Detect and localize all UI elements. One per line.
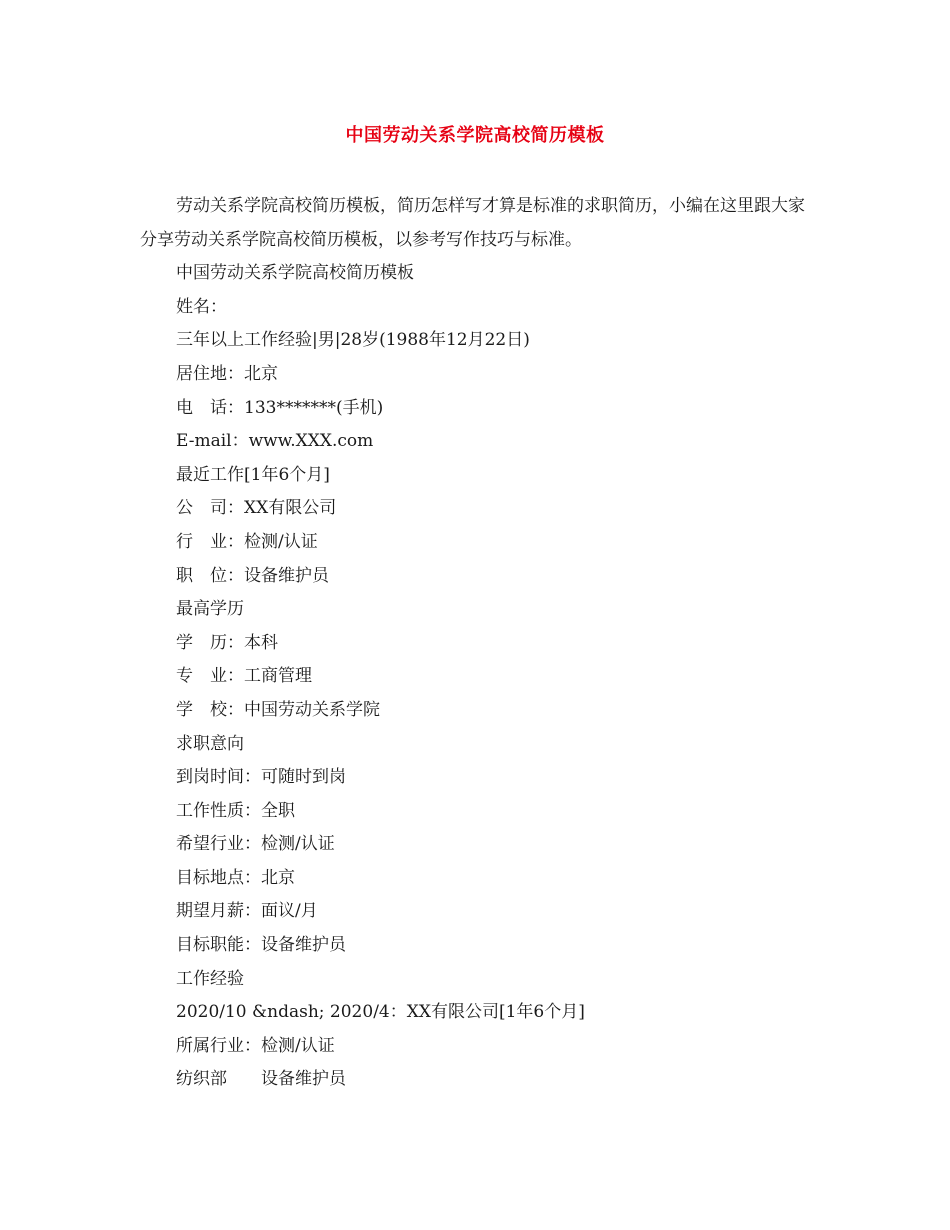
- intro-paragraph: 劳动关系学院高校简历模板，简历怎样写才算是标准的求职简历，小编在这里跟大家分享劳动关系学院高校简历模板，以参考写作技巧与标准。: [140, 196, 805, 250]
- residence-line: 居住地：北京: [176, 363, 278, 384]
- industry-line: 行 业：检测/认证: [176, 531, 318, 552]
- degree-line: 学 历：本科: [176, 632, 278, 653]
- expected-salary-line: 期望月薪：面议/月: [176, 901, 318, 922]
- phone-line: 电 话：133*******(手机): [176, 397, 384, 418]
- resume-heading-line: 中国劳动关系学院高校简历模板: [176, 263, 414, 284]
- company-line: 公 司：XX有限公司: [176, 498, 337, 519]
- school-line: 学 校：中国劳动关系学院: [176, 699, 380, 720]
- work-experience-heading: 工作经验: [176, 968, 244, 989]
- experience-industry-line: 所属行业：检测/认证: [176, 1035, 335, 1056]
- experience-period-line: 2020/10 &ndash; 2020/4：XX有限公司[1年6个月]: [176, 1002, 585, 1023]
- desired-industry-line: 希望行业：检测/认证: [176, 834, 335, 855]
- department-role-line: 纺织部 设备维护员: [176, 1069, 346, 1090]
- name-line: 姓名：: [176, 296, 227, 317]
- email-line: E-mail：www.XXX.com: [176, 431, 374, 452]
- document-title: 中国劳动关系学院高校简历模板: [345, 125, 605, 146]
- recent-work-heading: 最近工作[1年6个月]: [176, 464, 330, 485]
- job-intention-heading: 求职意向: [176, 733, 244, 754]
- target-function-line: 目标职能：设备维护员: [176, 935, 346, 956]
- job-type-line: 工作性质：全职: [176, 800, 295, 821]
- education-heading: 最高学历: [176, 599, 244, 620]
- target-location-line: 目标地点：北京: [176, 867, 295, 888]
- summary-line: 三年以上工作经验|男|28岁(1988年12月22日): [176, 330, 530, 351]
- position-line: 职 位：设备维护员: [176, 565, 329, 586]
- start-time-line: 到岗时间：可随时到岗: [176, 767, 346, 788]
- document-body: [140, 190, 820, 1097]
- major-line: 专 业：工商管理: [176, 666, 312, 687]
